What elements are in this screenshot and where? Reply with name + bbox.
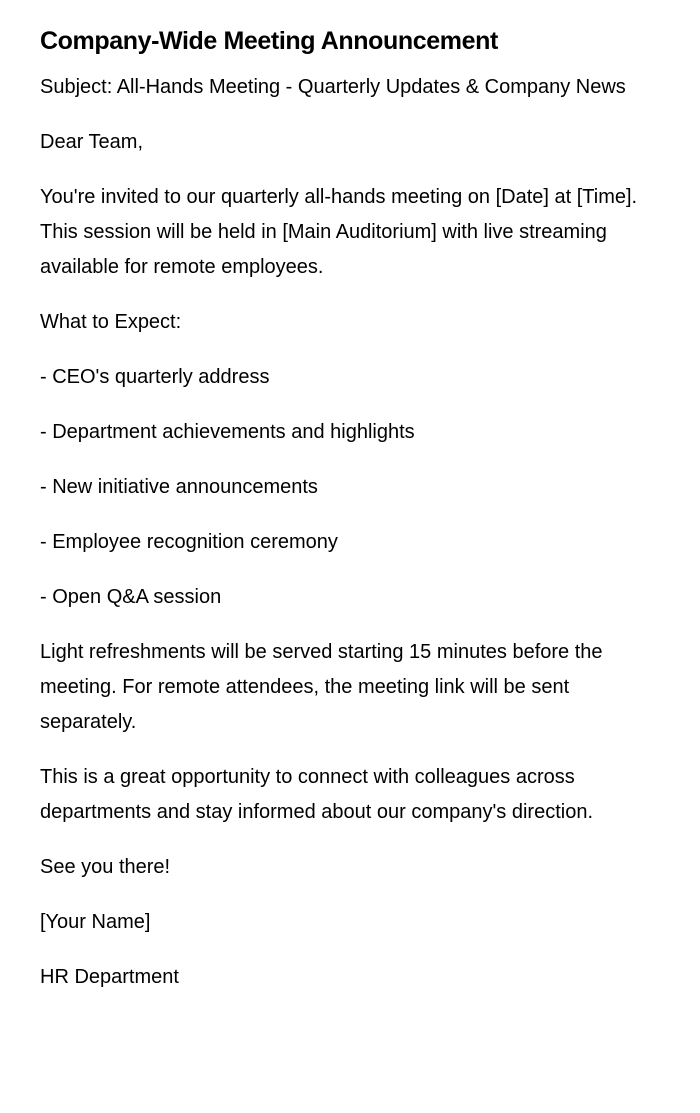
greeting: Dear Team, [40, 131, 144, 153]
agenda-item: - New initiative announcements [40, 476, 318, 498]
document-title: Company-Wide Meeting Announcement [40, 27, 498, 55]
refreshments-paragraph: Light refreshments will be served starting 15 minutes before the meeting. For remote attendees, the meeting link will be sent separately. [40, 641, 603, 733]
subject-line: Subject: All-Hands Meeting - Quarterly Updates & Company News [40, 76, 626, 98]
signature-department: HR Department [40, 966, 179, 988]
agenda-item: - Employee recognition ceremony [40, 531, 338, 553]
agenda-item: - Open Q&A session [40, 586, 222, 608]
expect-heading: What to Expect: [40, 311, 182, 333]
intro-paragraph: You're invited to our quarterly all-hands meeting on [Date] at [Time]. This session will be held in [Main Auditorium] with live streaming available for remote employees. [40, 186, 638, 278]
agenda-item: - Department achievements and highlights [40, 421, 415, 443]
closing-line: See you there! [40, 856, 171, 878]
opportunity-paragraph: This is a great opportunity to connect with colleagues across departments and stay informed about our company's direction. [40, 766, 594, 823]
signature-name: [Your Name] [40, 911, 151, 933]
agenda-item: - CEO's quarterly address [40, 366, 270, 388]
